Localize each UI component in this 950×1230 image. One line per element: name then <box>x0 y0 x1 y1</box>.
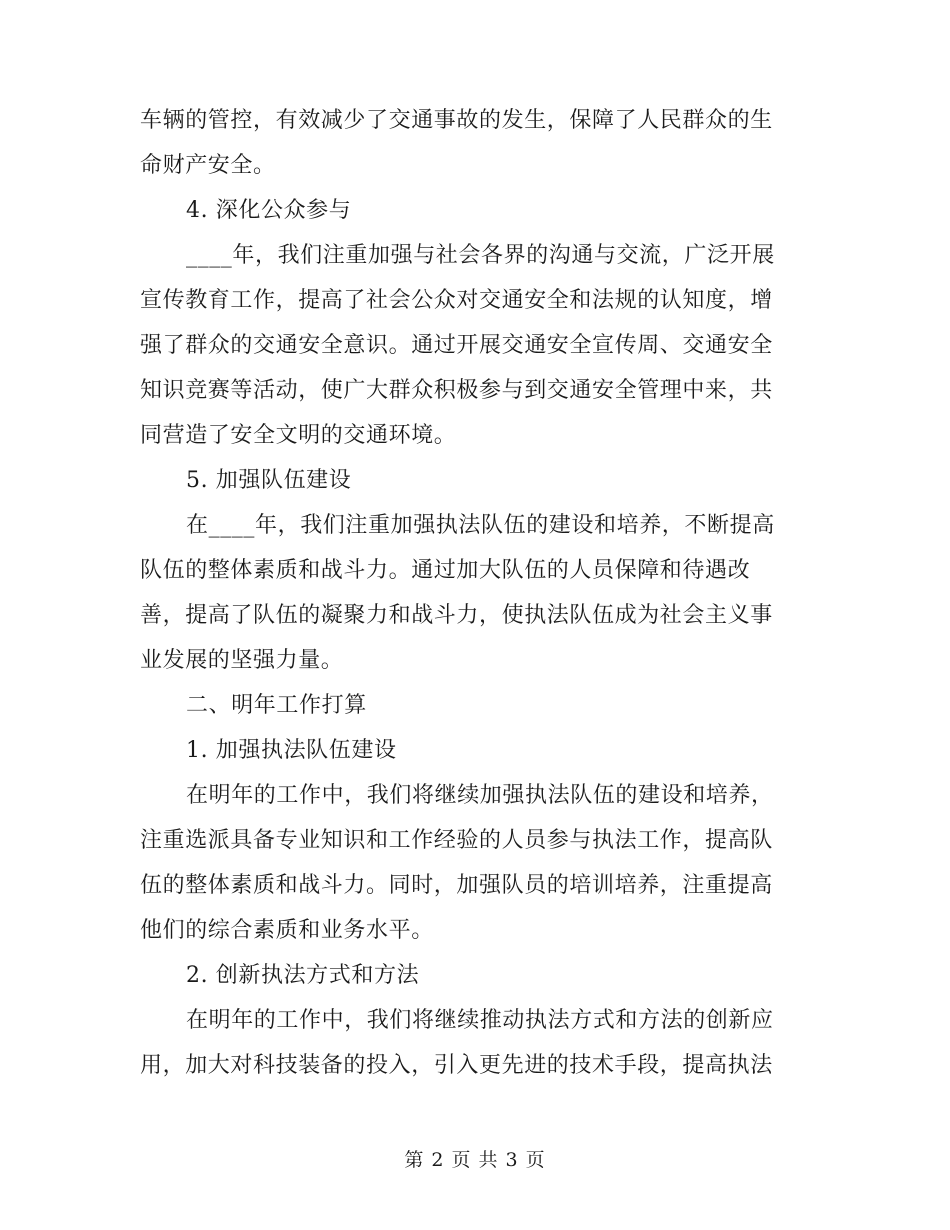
heading-item-5 <box>140 458 800 503</box>
text-line: 宣传教育工作，提高了社会公众对交通安全和法规的认知度，增 <box>140 288 773 313</box>
paragraph-item-4 <box>140 233 800 458</box>
paragraph-item-5 <box>140 503 800 683</box>
heading-text: 二、明年工作打算 <box>186 693 367 718</box>
text-line: 用，加大对科技装备的投入，引入更先进的技术手段，提高执法 <box>140 1053 773 1078</box>
text-line: 知识竞赛等活动，使广大群众积极参与到交通安全管理中来，共 <box>140 378 773 403</box>
text-line: 伍的整体素质和战斗力。同时，加强队员的培训培养，注重提高 <box>140 873 773 898</box>
heading-section-2 <box>140 683 800 728</box>
heading-text: 1. 加强执法队伍建设 <box>186 738 397 763</box>
heading-text: 4. 深化公众参与 <box>186 198 352 223</box>
text-line: 车辆的管控，有效减少了交通事故的发生，保障了人民群众的生 <box>140 108 773 133</box>
heading-text: 2. 创新执法方式和方法 <box>186 963 420 988</box>
text-line: 善，提高了队伍的凝聚力和战斗力，使执法队伍成为社会主义事 <box>140 603 773 628</box>
text-line: 他们的综合素质和业务水平。 <box>140 918 434 943</box>
text-line: 队伍的整体素质和战斗力。通过加大队伍的人员保障和待遇改 <box>140 558 751 583</box>
page-number-footer: 第 2 页 共 3 页 <box>404 1149 546 1171</box>
paragraph-plan-2 <box>140 998 800 1088</box>
text-line: 注重选派具备专业知识和工作经验的人员参与执法工作，提高队 <box>140 828 773 853</box>
heading-item-4 <box>140 188 800 233</box>
heading-plan-1 <box>140 728 800 773</box>
text-line: ____年，我们注重加强与社会各界的沟通与交流，广泛开展 <box>186 243 775 268</box>
heading-text: 5. 加强队伍建设 <box>186 468 352 493</box>
paragraph-continued <box>140 98 800 188</box>
paragraph-plan-1 <box>140 773 800 953</box>
heading-plan-2 <box>140 953 800 998</box>
text-line: 业发展的坚强力量。 <box>140 648 344 673</box>
text-line: 命财产安全。 <box>140 153 276 178</box>
text-line: 强了群众的交通安全意识。通过开展交通安全宣传周、交通安全 <box>140 333 773 358</box>
document-body <box>140 98 800 1088</box>
text-line: 同营造了安全文明的交通环境。 <box>140 423 457 448</box>
text-line: 在明年的工作中，我们将继续推动执法方式和方法的创新应 <box>186 1008 774 1033</box>
text-line: 在明年的工作中，我们将继续加强执法队伍的建设和培养， <box>186 783 774 808</box>
text-line: 在____年，我们注重加强执法队伍的建设和培养，不断提高 <box>186 513 775 538</box>
